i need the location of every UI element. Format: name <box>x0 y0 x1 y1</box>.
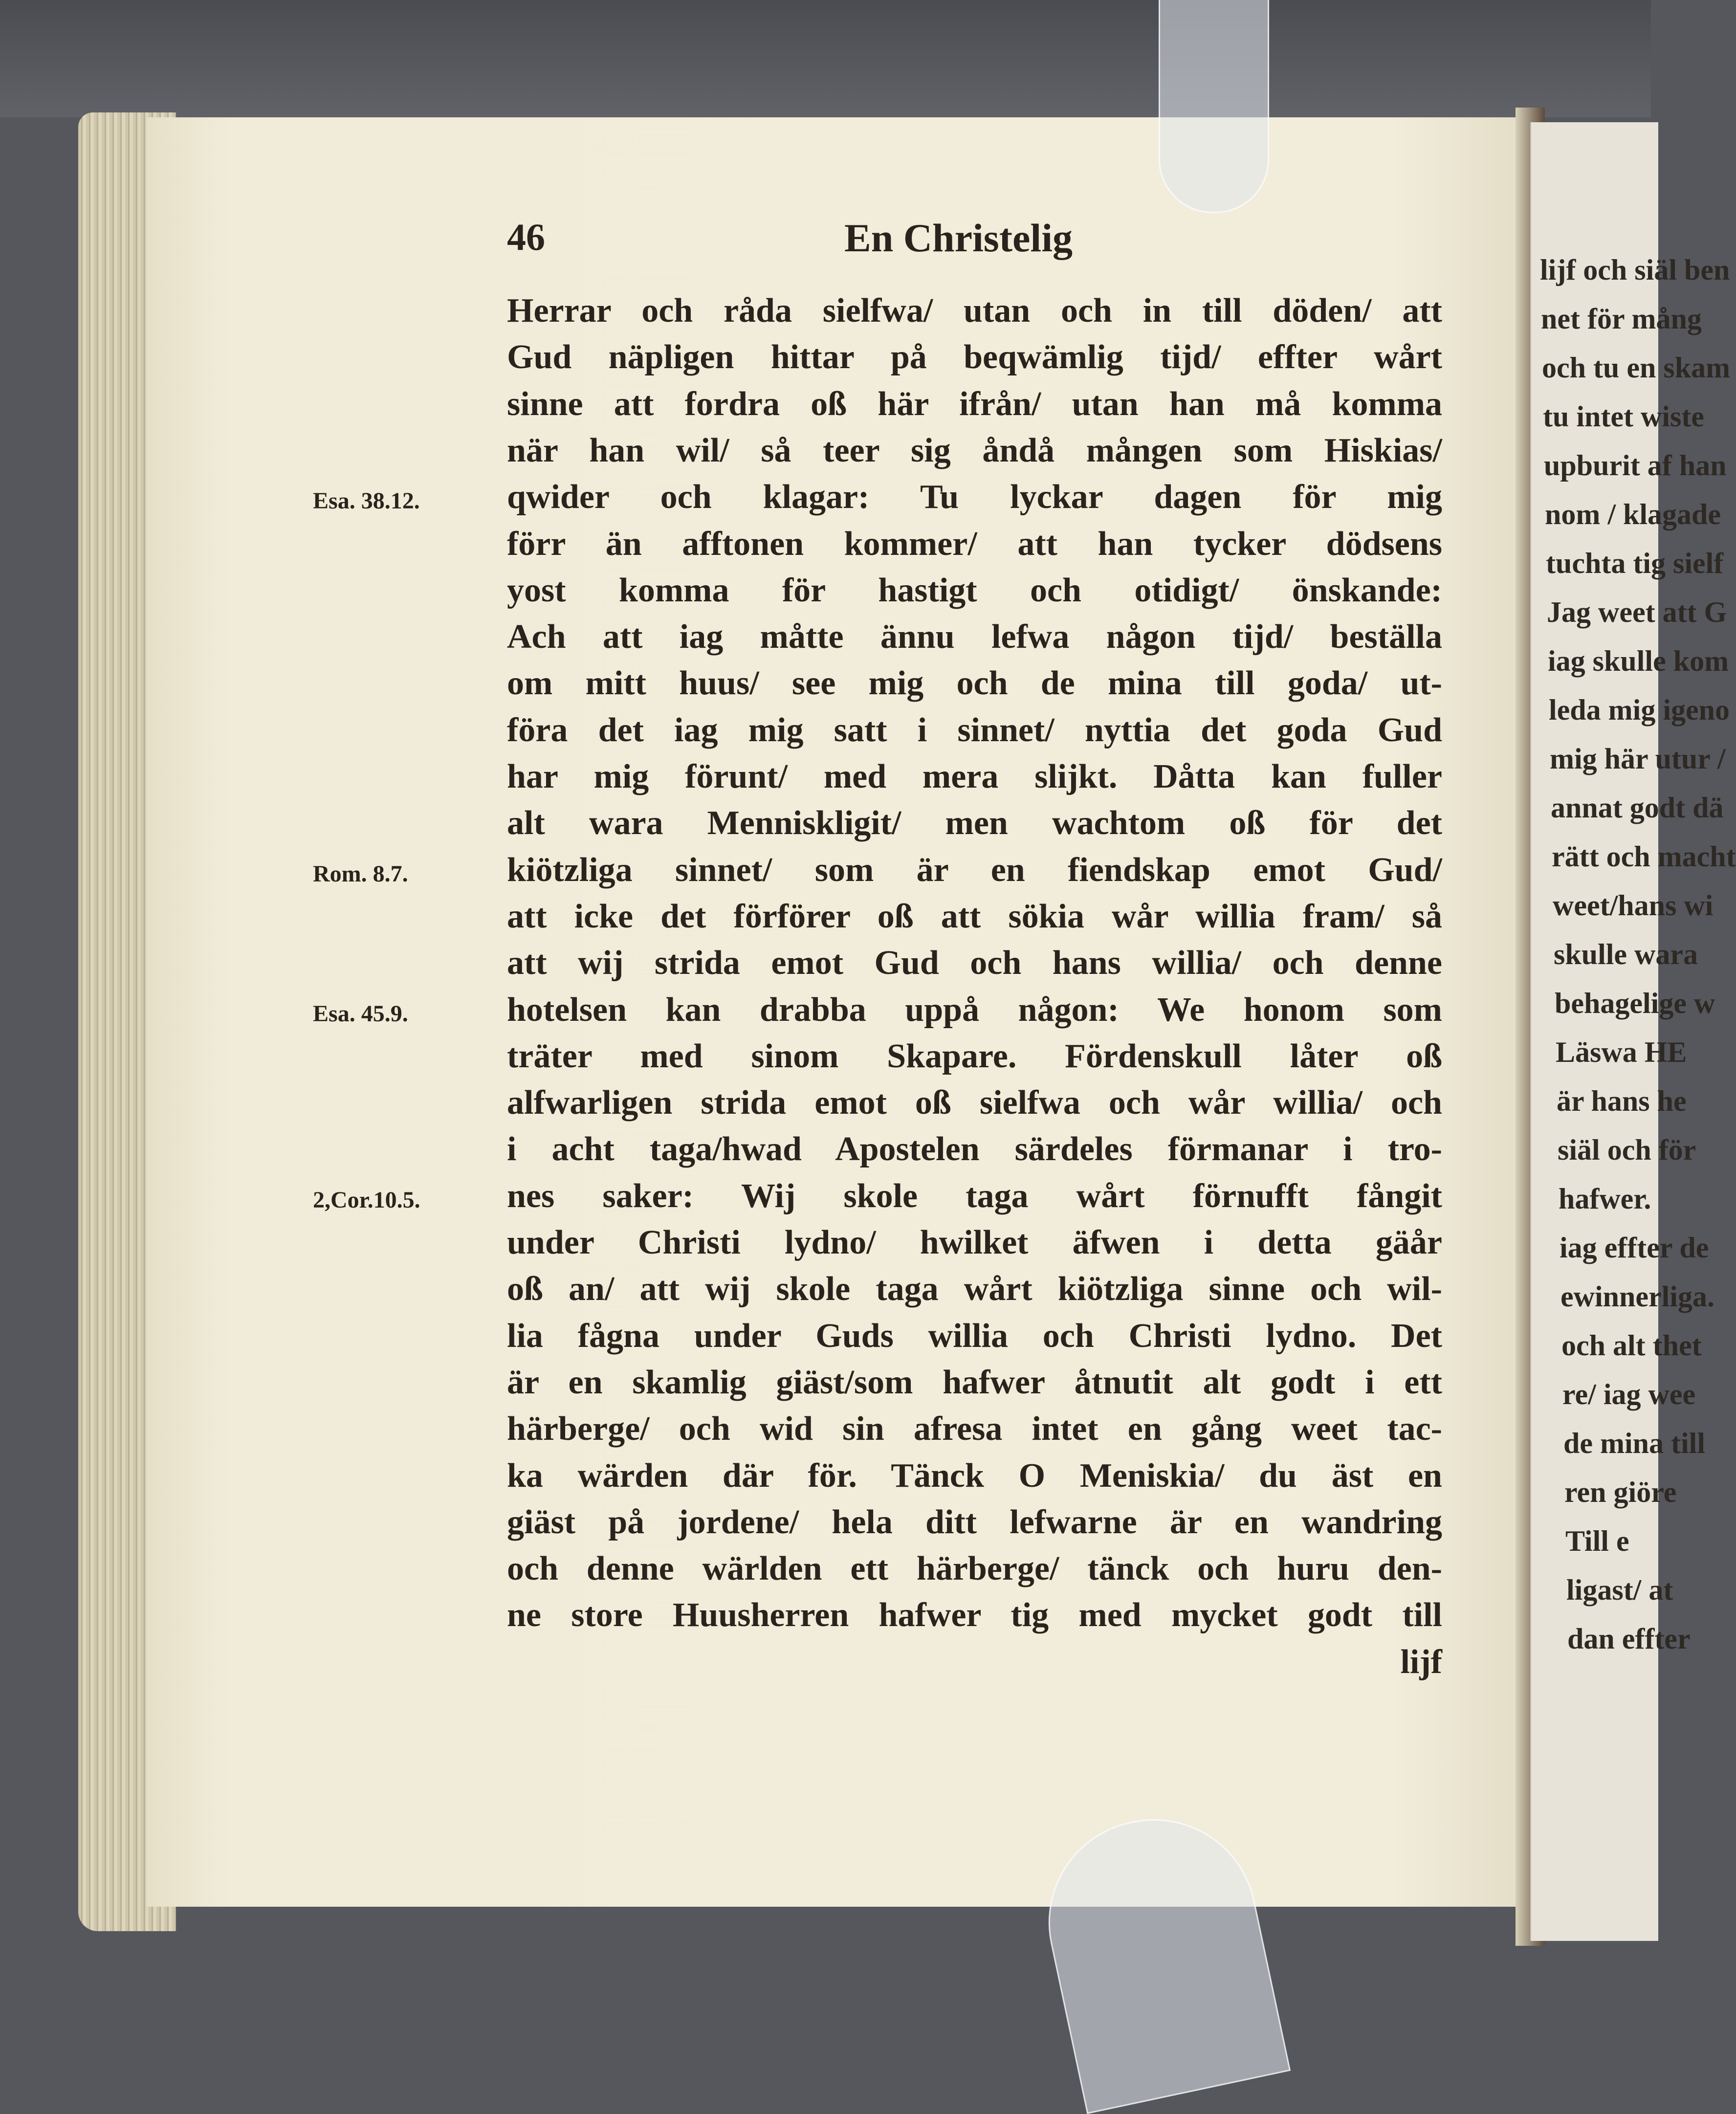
facing-page-line: tu intet wiste <box>1543 400 1704 433</box>
text-line: förr än afftonen kommer/ att han tycker dödsens <box>507 525 1442 563</box>
margin-note: 2,Cor.10.5. <box>313 1187 420 1213</box>
facing-page-line: siäl och för <box>1558 1134 1696 1166</box>
text-line: härberge/ och wid sin afresa intet en gång weet tac- <box>507 1410 1442 1448</box>
facing-page-line: nom / klagade <box>1545 498 1721 530</box>
text-line: Herrar och råda sielfwa/ utan och in till döden/ att <box>507 292 1442 330</box>
facing-page-line: dan effter <box>1567 1623 1691 1655</box>
text-line: och denne wärlden ett härberge/ tänck och huru den- <box>507 1550 1442 1588</box>
facing-page-line: är hans he <box>1557 1085 1687 1117</box>
facing-page-line: ligast/ at <box>1566 1574 1673 1606</box>
facing-page-line: och alt thet <box>1561 1329 1702 1362</box>
facing-page-line: re/ iag wee <box>1562 1378 1696 1410</box>
facing-page-line: de mina till <box>1563 1427 1706 1459</box>
margin-note: Esa. 45.9. <box>313 1000 408 1027</box>
text-line: ka wärden där för. Tänck O Meniskia/ du äst en <box>507 1456 1442 1495</box>
facing-page-line: ren giöre <box>1564 1476 1677 1508</box>
facing-page-line: iag effter de <box>1560 1232 1709 1264</box>
facing-page-line: annat godt dä <box>1551 792 1724 824</box>
text-line: att icke det förförer oß att sökia wår willia fram/ så <box>507 897 1442 935</box>
facing-page-line: ewinnerliga. <box>1560 1280 1714 1313</box>
text-line: att wij strida emot Gud och hans willia/ och denne <box>507 944 1442 982</box>
margin-note: Rom. 8.7. <box>313 860 408 887</box>
text-line: lijf <box>1400 1643 1442 1681</box>
text-line: giäst på jordene/ hela ditt lefwarne är en wandring <box>507 1503 1442 1541</box>
facing-page-line: rätt och macht <box>1552 840 1736 873</box>
text-line: när han wil/ så teer sig åndå mången som Hiskias/ <box>507 431 1442 469</box>
text-line: är en skamlig giäst/som hafwer åtnutit alt godt i ett <box>507 1363 1442 1401</box>
text-line: alt wara Menniskligit/ men wachtom oß för det <box>507 804 1442 842</box>
text-line: lia fågna under Guds willia och Christi lydno. Det <box>507 1317 1442 1355</box>
text-line: alfwarligen strida emot oß sielfwa och wår willia/ och <box>507 1084 1442 1122</box>
facing-page-line: weet/hans wi <box>1553 889 1714 922</box>
facing-page-line: net för mång <box>1541 303 1702 335</box>
page-header <box>507 215 1143 269</box>
text-line: ne store Huusherren hafwer tig med mycket godt till <box>507 1596 1442 1634</box>
text-line: Ach att iag måtte ännu lefwa någon tijd/ beställa <box>507 618 1442 656</box>
text-line: under Christi lydno/ hwilket äfwen i detta gäår <box>507 1224 1442 1261</box>
text-line: Gud näpligen hittar på beqwämlig tijd/ effter wårt <box>507 338 1442 376</box>
scanner-background <box>0 0 1651 117</box>
page-holder-clip-top <box>1159 0 1269 213</box>
text-line: föra det iag mig satt i sinnet/ nyttia det goda Gud <box>507 711 1442 749</box>
text-line: oß an/ att wij skole taga wårt kiötzliga sinne och wil- <box>507 1270 1442 1308</box>
margin-note: Esa. 38.12. <box>313 488 420 514</box>
text-line: yost komma för hastigt och otidigt/ önskande: <box>507 571 1442 609</box>
text-line: i acht taga/hwad Apostelen särdeles förmanar i tro- <box>507 1130 1442 1168</box>
facing-page-line: leda mig igeno <box>1549 694 1730 726</box>
text-line: träter med sinom Skapare. Fördenskull låter oß <box>507 1037 1442 1075</box>
text-line: kiötzliga sinnet/ som är en fiendskap emot Gud/ <box>507 851 1442 889</box>
text-line: nes saker: Wij skole taga wårt förnufft fångit <box>507 1177 1442 1215</box>
text-line: har mig förunt/ med mera slijkt. Dåtta kan fuller <box>507 758 1442 795</box>
facing-page-line: mig här utur / <box>1550 743 1726 775</box>
facing-page-line: hafwer. <box>1559 1183 1651 1215</box>
facing-page-line: upburit af han <box>1544 449 1727 482</box>
facing-page-line: lijf och siäl ben <box>1540 254 1730 286</box>
facing-page-line: skulle wara <box>1554 938 1698 970</box>
text-line: qwider och klagar: Tu lyckar dagen för mig <box>507 478 1442 516</box>
facing-page-line: iag skulle kom <box>1548 645 1729 677</box>
text-line: sinne att fordra oß här ifrån/ utan han må komma <box>507 385 1442 423</box>
facing-page-line: behagelige w <box>1555 987 1715 1019</box>
text-line: hotelsen kan drabba uppå någon: We honom som <box>507 991 1442 1029</box>
facing-page-line: Till e <box>1565 1525 1629 1557</box>
running-title: En Christelig <box>844 216 1073 260</box>
facing-page-line: Läswa HE <box>1556 1036 1687 1068</box>
facing-page-line: Jag weet att G <box>1547 596 1727 628</box>
facing-page-line: tuchta tig sielf <box>1546 547 1724 579</box>
page-number: 46 <box>507 216 545 258</box>
facing-page-line: och tu en skam <box>1542 352 1731 384</box>
text-line: om mitt huus/ see mig och de mina till goda/ ut- <box>507 664 1442 703</box>
